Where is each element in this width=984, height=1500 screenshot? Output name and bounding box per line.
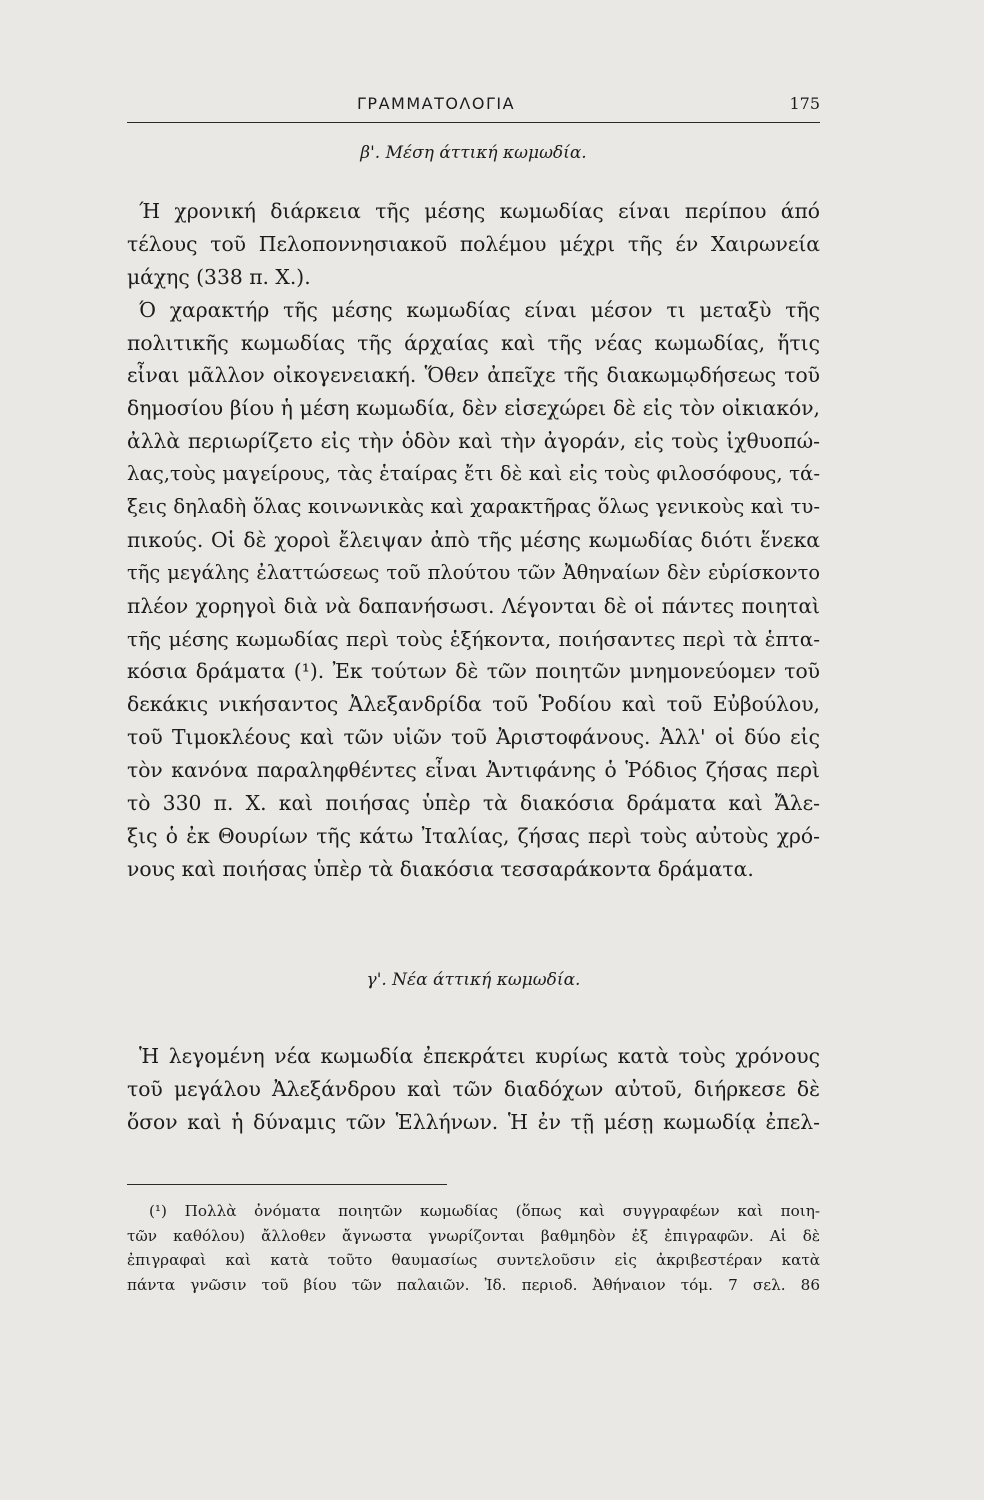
text-line: τοῦ μεγάλου Ἀλεξάνδρου καὶ τῶν διαδόχων αὐτοῦ, διήρκεσε δὲ	[127, 1076, 820, 1101]
text-line: δεκάκις νικήσαντος Ἀλεξανδρίδα τοῦ Ῥοδίου καὶ τοῦ Εὐβούλου,	[127, 692, 820, 717]
text-line: μάχης (338 π. Χ.).	[127, 264, 311, 289]
text-line: ξις ὁ ἐκ Θουρίων τῆς κάτω Ἰταλίας, ζήσας περὶ τοὺς αὐτοὺς χρό-	[127, 823, 820, 848]
text-line: ἀλλὰ περιωρίζετο εἰς τὴν ὁδὸν καὶ τὴν ἀγοράν, εἰς τοὺς ἰχθυοπώ-	[127, 429, 820, 454]
text-line: τὸν κανόνα παραληφθέντες εἶναι Ἀντιφάνης ὁ Ῥόδιος ζήσας περὶ	[127, 758, 820, 783]
text-line: ὅσον καὶ ἡ δύναμις τῶν Ἑλλήνων. Ἡ ἐν τῇ μέσῃ κωμωδίᾳ ἐπελ-	[127, 1109, 820, 1134]
text-line: τῆς μέσης κωμωδίας περὶ τοὺς ἑξήκοντα, ποιήσαντες περὶ τὰ ἑπτα-	[127, 626, 820, 651]
section-body-new-comedy	[127, 1040, 820, 1139]
text-line: τοῦ Τιμοκλέους καὶ τῶν υἱῶν τοῦ Ἀριστοφάνους. Ἀλλ' οἱ δύο εἰς	[127, 725, 820, 750]
text-line: πικούς. Οἱ δὲ χοροὶ ἔλειψαν ἀπὸ τῆς μέσης κωμωδίας διότι ἕνεκα	[127, 527, 820, 552]
text-line: Ή χρονική διάρκεια τῆς μέσης κωμωδίας είναι περίπου άπό	[139, 199, 820, 223]
text-line: νους καὶ ποιήσας ὑπὲρ τὰ διακόσια τεσσαράκοντα δράματα.	[127, 856, 754, 881]
footnote	[127, 1199, 820, 1297]
text-line: πολιτικῆς κωμωδίας τῆς άρχαίας καὶ τῆς νέας κωμωδίας, ἥτις	[127, 330, 820, 355]
text-line: λας,τοὺς μαγείρους, τὰς ἑταίρας ἔτι δὲ καὶ εἰς τοὺς φιλοσόφους, τά-	[127, 462, 820, 486]
text-line: ξεις δηλαδὴ ὅλας κοινωνικὰς καὶ χαρακτῆρας ὅλως γενικοὺς καὶ τυ-	[127, 495, 820, 519]
text-line: Ἡ λεγομένη νέα κωμωδία ἐπεκράτει κυρίως κατὰ τοὺς χρόνους	[139, 1044, 820, 1068]
footnote-line: τῶν καθόλου) ἄλλοθεν ἄγνωστα γνωρίζονται βαθμηδὸν ἐξ ἐπιγραφῶν. Αἱ δὲ	[127, 1226, 820, 1245]
text-line: πλέον χορηγοὶ διὰ νὰ δαπανήσωσι. Λέγονται δὲ οἱ πάντες ποιηταὶ	[127, 593, 820, 618]
text-line: τέλους τοῦ Πελοποννησιακοῦ πολέμου μέχρι τῆς έν Χαιρωνεία	[127, 231, 820, 256]
section-body-middle-comedy	[127, 195, 820, 886]
text-line: τὸ 330 π. Χ. καὶ ποιήσας ὑπὲρ τὰ διακόσια δράματα καὶ Ἄλε-	[127, 791, 820, 816]
section-heading-new-comedy: γ'. Νέα άττική κωμωδία.	[366, 970, 581, 990]
running-title: ΓΡΑΜΜΑΤΟΛΟΓΙΑ	[357, 94, 516, 113]
text-line: τῆς μεγάλης ἐλαττώσεως τοῦ πλούτου τῶν Ἀθηναίων δὲν εὑρίσκοντο	[127, 560, 820, 584]
running-header	[127, 88, 820, 123]
text-line: Ό χαρακτήρ τῆς μέσης κωμωδίας είναι μέσον τι μεταξὺ τῆς	[139, 297, 820, 322]
text-line: δημοσίου βίου ἡ μέση κωμωδία, δὲν εἰσεχώρει δὲ εἰς τὸν οἰκιακόν,	[127, 396, 820, 421]
section-heading-middle-comedy: β'. Μέση άττική κωμωδία.	[360, 143, 587, 163]
page-number: 175	[789, 94, 820, 113]
footnote-separator	[127, 1184, 447, 1185]
text-line: κόσια δράματα (¹). Ἐκ τούτων δὲ τῶν ποιητῶν μνημονεύομεν τοῦ	[127, 659, 820, 684]
footnote-line: (¹) Πολλὰ ὀνόματα ποιητῶν κωμωδίας (ὅπως καὶ συγγραφέων καὶ ποιη-	[149, 1202, 820, 1220]
footnote-line: ἐπιγραφαὶ καὶ κατὰ τοῦτο θαυμασίως συντελοῦσιν εἰς ἀκριβεστέραν κατὰ	[127, 1251, 820, 1269]
footnote-line: πάντα γνῶσιν τοῦ βίου τῶν παλαιῶν. Ἰδ. περιοδ. Ἀθήναιον τόμ. 7 σελ. 86	[127, 1275, 820, 1294]
text-line: εἶναι μᾶλλον οἰκογενειακή. Ὅθεν ἀπεῖχε τῆς διακωμῳδήσεως τοῦ	[127, 363, 820, 388]
